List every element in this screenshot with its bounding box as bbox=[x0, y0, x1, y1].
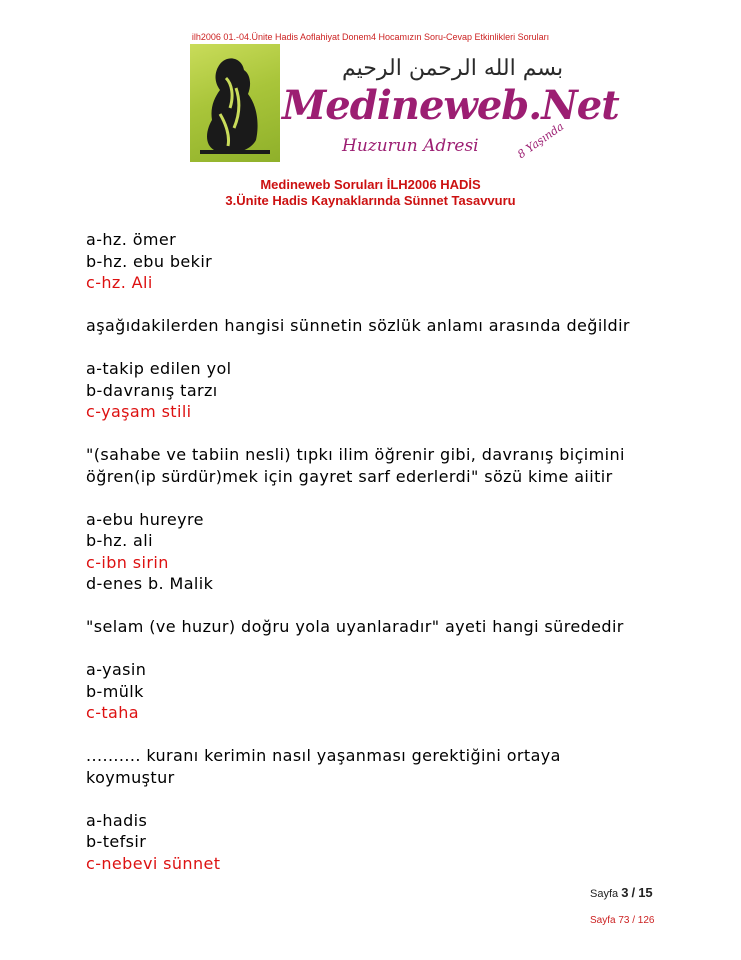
page-titles bbox=[0, 177, 741, 209]
brand-tagline: Huzurun Adresi bbox=[342, 136, 479, 156]
text-line: b-hz. ebu bekir bbox=[86, 251, 213, 271]
text-line: "selam (ve huzur) doğru yola uyanlaradır" ayeti hangi sürededir bbox=[86, 617, 624, 636]
blank-line bbox=[86, 337, 686, 359]
praying-figure-icon bbox=[190, 44, 280, 162]
text-line: b-davranış tarzı bbox=[86, 380, 218, 400]
blank-line bbox=[86, 788, 686, 810]
brand-age: 8 Yaşında bbox=[515, 119, 567, 162]
blank-line bbox=[86, 423, 686, 445]
blank-line bbox=[86, 487, 686, 509]
text-line: a-ebu hureyre bbox=[86, 509, 204, 529]
page-current: 3 bbox=[621, 885, 629, 900]
page-title: Medineweb Soruları İLH2006 HADİS bbox=[260, 177, 481, 192]
text-line: a-takip edilen yol bbox=[86, 359, 232, 378]
text-line: öğren(ip sürdür)mek için gayret sarf ederlerdi" sözü kime aiitir bbox=[86, 466, 613, 486]
calligraphy-text: بسم الله الرحمن الرحيم bbox=[342, 56, 564, 81]
brand-logo bbox=[282, 56, 619, 166]
header-topline: ilh2006 01.-04.Ünite Hadis Aoflahiyat Donem4 Hocamızın Soru-Cevap Etkinlikleri Soruları bbox=[191, 32, 550, 42]
blank-line bbox=[86, 638, 686, 660]
page-separator: / bbox=[631, 885, 636, 900]
page-total: 15 bbox=[638, 885, 653, 900]
text-line: a-hadis bbox=[86, 810, 148, 830]
text-line: aşağıdakilerden hangisi sünnetin sözlük anlamı arasında değildir bbox=[86, 316, 630, 335]
blank-line bbox=[86, 294, 686, 316]
text-line: d-enes b. Malik bbox=[86, 574, 214, 593]
answer-line: c-yaşam stili bbox=[86, 402, 192, 421]
blank-line bbox=[86, 595, 686, 617]
text-line: .......... kuranı kerimin nasıl yaşanması gerektiğini ortaya bbox=[86, 746, 561, 765]
answer-line: c-nebevi sünnet bbox=[86, 853, 221, 873]
text-line: b-tefsir bbox=[86, 832, 147, 851]
page-number bbox=[590, 885, 653, 900]
praying-figure-logo bbox=[190, 44, 280, 162]
overall-page-number: Sayfa 73 / 126 bbox=[590, 915, 655, 926]
answer-line: c-taha bbox=[86, 703, 139, 722]
text-line: b-mülk bbox=[86, 681, 144, 701]
page-subtitle: 3.Ünite Hadis Kaynaklarında Sünnet Tasavvuru bbox=[225, 193, 516, 208]
brand-name: Medineweb.Net bbox=[282, 82, 619, 129]
blank-line bbox=[86, 724, 686, 746]
text-line: b-hz. ali bbox=[86, 531, 153, 550]
answer-line: c-ibn sirin bbox=[86, 552, 169, 572]
text-line: "(sahabe ve tabiin nesli) tıpkı ilim öğrenir gibi, davranış biçimini bbox=[86, 445, 625, 464]
text-line: koymuştur bbox=[86, 767, 175, 787]
question-content bbox=[86, 229, 686, 874]
page-label: Sayfa bbox=[590, 888, 619, 900]
text-line: a-hz. ömer bbox=[86, 230, 177, 249]
answer-line: c-hz. Ali bbox=[86, 273, 153, 292]
text-line: a-yasin bbox=[86, 660, 147, 679]
